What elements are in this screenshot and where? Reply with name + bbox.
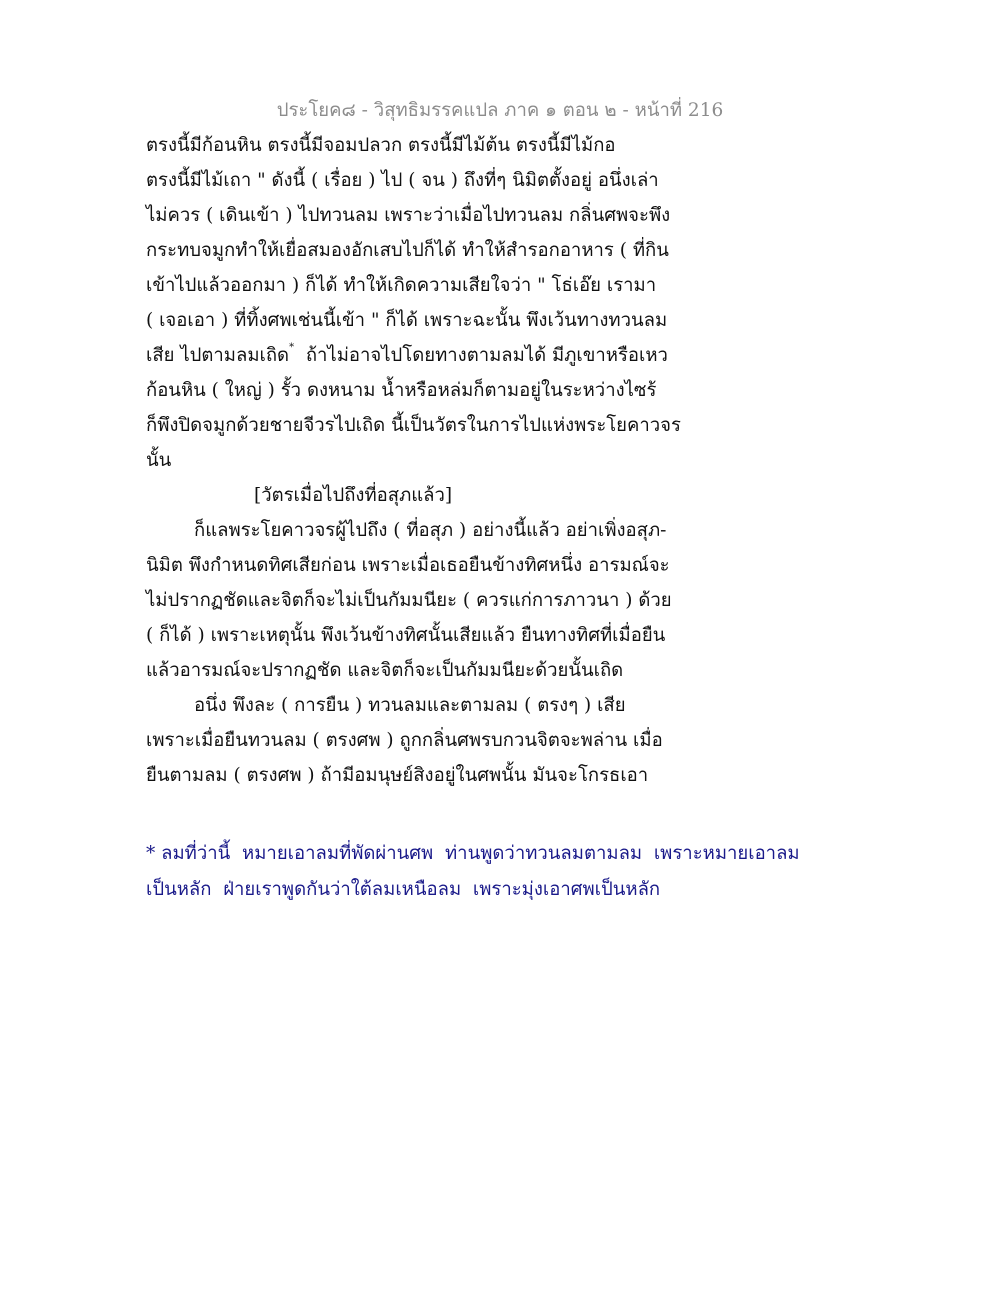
footnote-line: เป็นหลัก ฝ่ายเราพูดกันว่าใต้ลมเหนือลม เพราะมุ่งเอาศพเป็นหลัก [146,879,661,900]
text-line: ก็พึงปิดจมูกด้วยชายจีวรไปเถิด นี้เป็นวัตรในการไปแห่งพระโยคาวจร [146,415,681,436]
text-segment: เสีย ไปตามลมเถิด [146,345,290,366]
text-line: นิมิต พึงกำหนดทิศเสียก่อน เพราะเมื่อเธอยืนข้างทิศหนึ่ง อารมณ์จะ [146,555,670,576]
text-line: ไม่ปรากฏชัดและจิตก็จะไม่เป็นกัมมนียะ ( ควรแก่การภาวนา ) ด้วย [146,590,672,611]
text-line: ก็แลพระโยคาวจรผู้ไปถึง ( ที่อสุภ ) อย่างนี้แล้ว อย่าเพิ่งอสุภ- [194,520,667,541]
text-line: เข้าไปแล้วออกมา ) ก็ได้ ทำให้เกิดความเสียใจว่า " โธ่เอ๊ย เรามา [146,275,657,296]
text-line: ตรงนี้มีก้อนหิน ตรงนี้มีจอมปลวก ตรงนี้มีไม้ต้น ตรงนี้มีไม้กอ [146,135,616,156]
text-line: เพราะเมื่อยืนทวนลม ( ตรงศพ ) ถูกกลิ่นศพรบกวนจิตจะพล่าน เมื่อ [146,730,663,751]
footnote-line: * ลมที่ว่านี้ หมายเอาลมที่พัดผ่านศพ ท่านพูดว่าทวนลมตามลม เพราะหมายเอาลม [146,843,800,864]
footnote [146,836,866,908]
text-line: แล้วอารมณ์จะปรากฏชัด และจิตก็จะเป็นกัมมนียะด้วยนั้นเถิด [146,660,624,681]
body-text [146,128,846,793]
section-heading: [วัตรเมื่อไปถึงที่อสุภแล้ว] [254,485,453,506]
text-segment: ถ้าไม่อาจไปโดยทางตามลมได้ มีภูเขาหรือเหว [294,345,668,366]
footnote-marker: * [289,342,295,353]
text-line: ( ก็ได้ ) เพราะเหตุนั้น พึงเว้นข้างทิศนั้นเสียแล้ว ยืนทางทิศที่เมื่อยืน [146,625,666,646]
page-header: ประโยค๘ - วิสุทธิมรรคแปล ภาค ๑ ตอน ๒ - หน้าที่ 216 [276,100,724,121]
text-line: อนึ่ง พึงละ ( การยืน ) ทวนลมและตามลม ( ตรงๆ ) เสีย [194,695,626,716]
text-line: ยืนตามลม ( ตรงศพ ) ถ้ามีอมนุษย์สิงอยู่ในศพนั้น มันจะโกรธเอา [146,765,649,786]
text-line: ก้อนหิน ( ใหญ่ ) รั้ว ดงหนาม น้ำหรือหล่มก็ตามอยู่ในระหว่างไซร้ [146,380,657,401]
text-line: กระทบจมูกทำให้เยื่อสมองอักเสบไปก็ได้ ทำให้สำรอกอาหาร ( ที่กิน [146,240,669,261]
text-line: ตรงนี้มีไม้เถา " ดังนี้ ( เรื่อย ) ไป ( จน ) ถึงที่ๆ นิมิตตั้งอยู่ อนึ่งเล่า [146,170,659,191]
text-line: ( เจอเอา ) ที่ทิ้งศพเช่นนี้เข้า " ก็ได้ เพราะฉะนั้น พึงเว้นทางทวนลม [146,310,668,331]
text-line: นั้น [146,450,172,471]
text-line [146,338,846,373]
text-line: ไม่ควร ( เดินเข้า ) ไปทวนลม เพราะว่าเมื่อไปทวนลม กลิ่นศพจะพึง [146,205,671,226]
